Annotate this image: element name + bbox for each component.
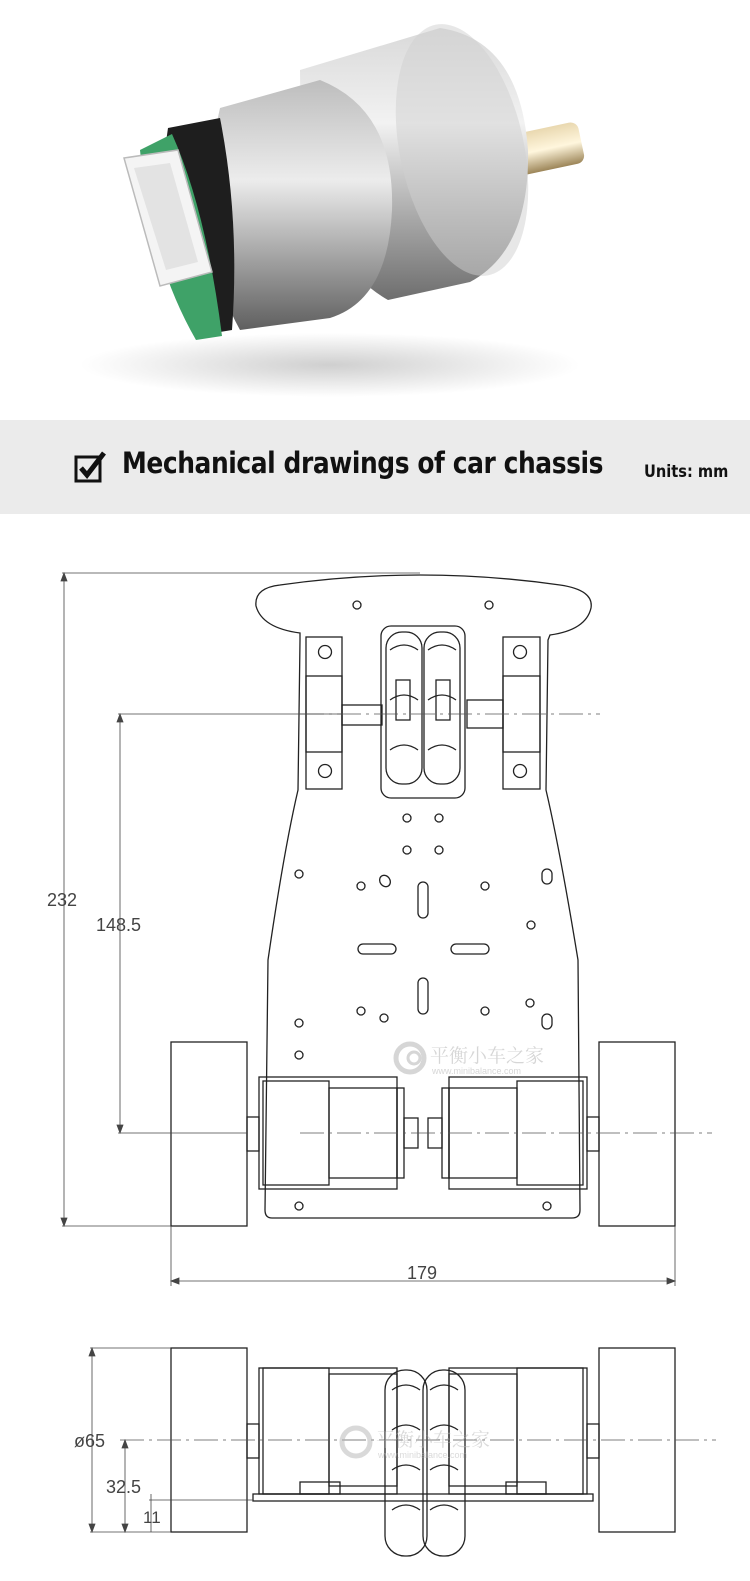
watermark-brand: 平衡小车之家 bbox=[430, 1046, 545, 1067]
watermark-url-side: www.minibalance.com bbox=[378, 1450, 468, 1460]
watermark-brand-side: 平衡小车之家 bbox=[376, 1430, 491, 1451]
left-wheel bbox=[171, 1042, 247, 1226]
chassis-drawing bbox=[0, 514, 750, 1576]
dim-axle-height-label: 32.5 bbox=[106, 1477, 142, 1497]
checkbox-checked-icon bbox=[74, 451, 106, 483]
top-view bbox=[171, 575, 675, 1226]
watermark-url: www.minibalance.com bbox=[432, 1066, 522, 1076]
dim-ground-clearance-label: 11 bbox=[143, 1508, 161, 1527]
dim-width-label: 179 bbox=[407, 1263, 438, 1283]
dim-height-label: 232 bbox=[47, 890, 78, 910]
watermark-logo bbox=[396, 1044, 544, 1076]
section-title: Mechanical drawings of car chassis bbox=[122, 446, 604, 480]
units-label: Units: mm bbox=[644, 462, 729, 482]
watermark-logo-side bbox=[342, 1428, 490, 1460]
gear-motor-photo bbox=[0, 0, 750, 420]
gear-motor-illustration bbox=[0, 0, 750, 420]
dim-wheel-diameter-label: ø65 bbox=[74, 1431, 106, 1451]
chassis-drawing-svg bbox=[0, 514, 750, 1576]
right-wheel bbox=[599, 1042, 675, 1226]
dim-axle-distance-label: 148.5 bbox=[96, 915, 142, 935]
